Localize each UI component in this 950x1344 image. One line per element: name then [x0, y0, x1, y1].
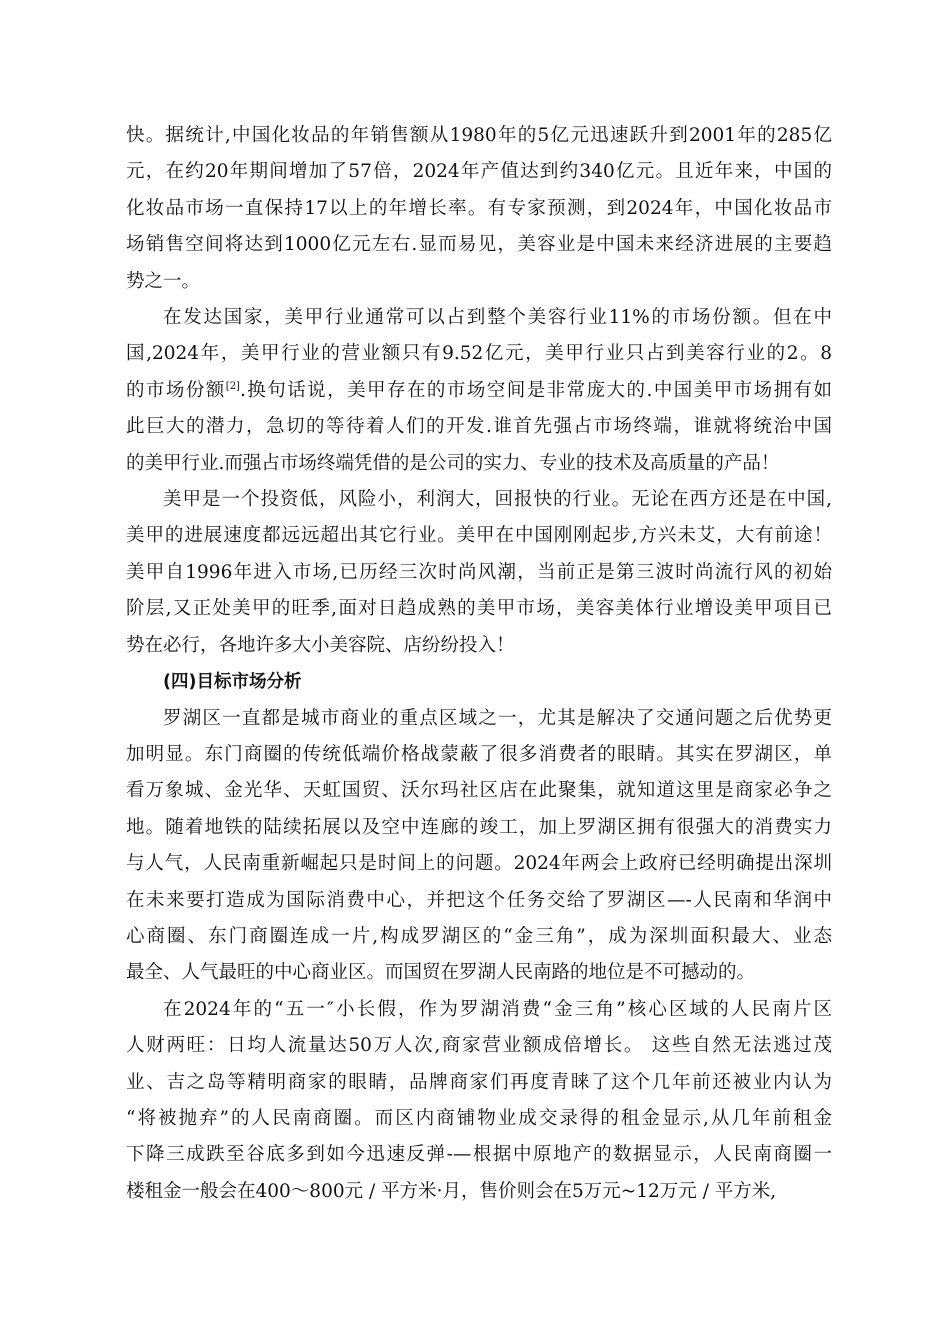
- text-line: 美甲的进展速度都远远超出其它行业。美甲在中国刚刚起步,方兴未艾，大有前途！: [126, 525, 832, 547]
- text-line: “将被抛弃”的人民南商圈。而区内商铺物业成交录得的租金显示,从几年前租金: [126, 1107, 832, 1129]
- text-fragment: 的市场份额: [126, 379, 226, 401]
- text-line: 阶层,又正处美甲的旺季,面对日趋成熟的美甲市场，美容美体行业增设美甲项目已: [126, 598, 832, 620]
- text-line: 罗湖区一直都是城市商业的重点区域之一，尤其是解决了交通问题之后优势更: [163, 707, 832, 729]
- text-line: 地。随着地铁的陆续拓展以及空中连廊的竣工，加上罗湖区拥有很强大的消费实力: [126, 816, 832, 838]
- text-line: 人财两旺：日均人流量达50万人次,商家营业额成倍增长。 这些自然无法逃过茂: [126, 1035, 832, 1057]
- text-line: 下降三成跌至谷底多到如今迅速反弹-—根据中原地产的数据显示，人民南商圈一: [126, 1144, 832, 1166]
- text-line: 此巨大的潜力，急切的等待着人们的开发.谁首先强占市场终端，谁就将统治中国: [126, 416, 832, 438]
- paragraph-4: [126, 701, 832, 992]
- text-line: 的美甲行业.而强占市场终端凭借的是公司的实力、专业的技术及高质量的产品！: [126, 452, 780, 474]
- text-line: 加明显。东门商圈的传统低端价格战蒙蔽了很多消费者的眼睛。其实在罗湖区，单: [126, 743, 832, 765]
- text-line: 美甲是一个投资低，风险小，利润大，回报快的行业。无论在西方还是在中国,: [163, 489, 832, 511]
- text-line: 楼租金一般会在400～800元 / 平方米·月，售价则会在5万元~12万元 / 平方米,: [126, 1180, 777, 1202]
- footnote-reference: [2]: [225, 380, 240, 392]
- text-line: 势在必行，各地许多大小美容院、店纷纷投入！: [126, 634, 515, 656]
- text-line: 场销售空间将达到1000亿元左右.显而易见，美容业是中国未来经济进展的主要趋: [126, 234, 832, 256]
- text-line: 看万象城、金光华、天虹国贸、沃尔玛社区店在此聚集，就知道这里是商家必争之: [126, 780, 832, 802]
- text-line: 快。据统计,中国化妆品的年销售额从1980年的5亿元迅速跃升到2001年的285亿: [126, 125, 832, 146]
- text-line: 最全、人气最旺的中心商业区。而国贸在罗湖人民南路的地位是不可撼动的。: [126, 962, 756, 984]
- text-line: 心商圈、东门商圈连成一片,构成罗湖区的“金三角”，成为深圳面积最大、业态: [126, 925, 832, 947]
- text-line: 在发达国家，美甲行业通常可以占到整个美容行业11%的市场份额。但在中: [163, 307, 832, 329]
- text-line: 在2024年的“五一″小长假，作为罗湖消费“金三角”核心区域的人民南片区: [163, 998, 832, 1020]
- paragraph-3: [126, 482, 832, 664]
- document-page: [126, 118, 832, 1210]
- text-line: 业、吉之岛等精明商家的眼睛，品牌商家们再度青睐了这个几年前还被业内认为: [126, 1071, 832, 1093]
- text-line: 在未来要打造成为国际消费中心，并把这个任务交给了罗湖区—-人民南和华润中: [126, 889, 832, 911]
- text-line: 与人气，人民南重新崛起只是时间上的问题。2024年两会上政府已经明确提出深圳: [126, 853, 832, 875]
- text-line: 势之一。: [126, 270, 201, 292]
- text-line: 国,2024年，美甲行业的营业额只有9.52亿元，美甲行业只占到美容行业的2。8: [126, 343, 832, 365]
- text-fragment: .换句话说，美甲存在的市场空间是非常庞大的.中国美甲市场拥有如: [239, 379, 832, 401]
- text-line: 化妆品市场一直保持17以上的年增长率。有专家预测，到2024年，中国化妆品市: [126, 197, 832, 219]
- text-line: [126, 373, 832, 409]
- paragraph-2: [126, 300, 832, 482]
- text-line: 美甲自1996年进入市场,已历经三次时尚风潮，当前正是第三波时尚流行风的初始: [126, 561, 832, 583]
- text-line: 元，在约20年期间增加了57倍，2024年产值达到约340亿元。且近年来，中国的: [126, 161, 832, 183]
- section-heading: (四)目标市场分析: [163, 672, 302, 693]
- paragraph-5: [126, 992, 832, 1210]
- paragraph-1: [126, 118, 832, 300]
